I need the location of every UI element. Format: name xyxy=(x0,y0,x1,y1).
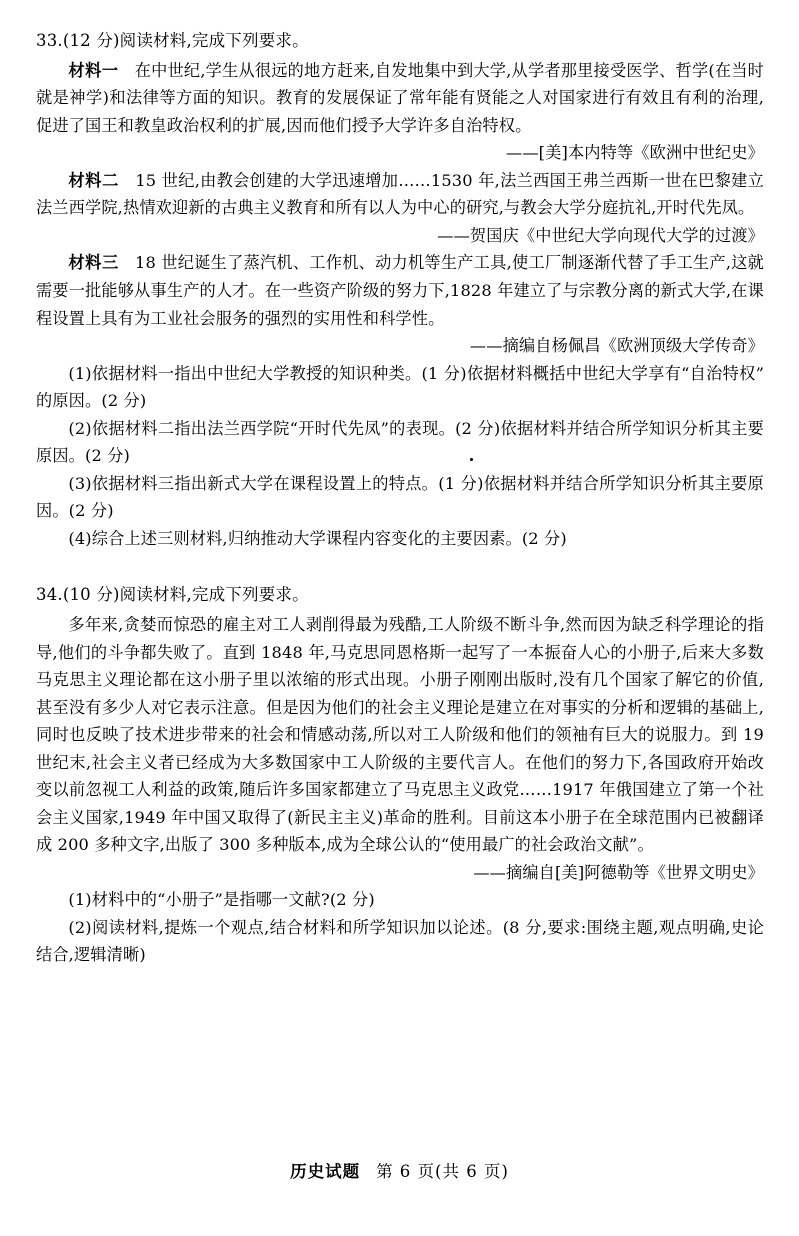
material-two-label: 材料二 xyxy=(68,170,119,190)
footer-page-number: 第 6 页(共 6 页) xyxy=(376,1162,509,1181)
material-three-text: 18 世纪诞生了蒸汽机、工作机、动力机等生产工具,使工厂制逐渐代替了手工生产,这就需要一批能够从事生产的人才。在一些资产阶级的努力下,1828 年建立了与宗教分离的新式大学,在课程设置上具有为工业社会服务的强烈的实用性和科学性。 xyxy=(36,253,765,328)
material-two-paragraph xyxy=(36,167,764,222)
question-34-title: 34.(10 分)阅读材料,完成下列要求。 xyxy=(36,585,309,605)
page-footer xyxy=(0,1158,799,1182)
stray-ink-dot xyxy=(470,458,473,461)
material-three-source: ——摘编自杨佩昌《欧洲顶级大学传奇》 xyxy=(469,336,764,356)
question-33-sub-4: (4)综合上述三则材料,归纳推动大学课程内容变化的主要因素。(2 分) xyxy=(68,528,567,548)
material-one-label: 材料一 xyxy=(68,60,119,80)
question-33-sub-2: (2)依据材料二指出法兰西学院“开时代先凤”的表现。(2 分)依据材料并结合所学知识分析其主要原因。(2 分) xyxy=(36,418,764,466)
footer-subject-name: 历史试题 xyxy=(290,1162,361,1181)
question-33-sub-3: (3)依据材料三指出新式大学在课程设置上的特点。(1 分)依据材料并结合所学知识分析其主要原因。(2 分) xyxy=(36,473,764,521)
question-34-source: ——摘编自[美]阿德勒等《世界文明史》 xyxy=(473,862,764,882)
material-two-text: 15 世纪,由教会创建的大学迅速增加……1530 年,法兰西国王弗兰西斯一世在巴黎建立法兰西学院,热情欢迎新的古典主义教育和所有以人为中心的研究,与教会大学分庭抗礼,开时代先凤。 xyxy=(36,170,764,218)
question-33-sub-1: (1)依据材料一指出中世纪大学教授的知识种类。(1 分)依据材料概括中世纪大学享有“自治特权”的原因。(2 分) xyxy=(36,363,764,411)
material-one-paragraph xyxy=(36,57,764,140)
question-33 xyxy=(36,28,764,552)
material-one-text: 在中世纪,学生从很远的地方赶来,自发地集中到大学,从学者那里接受医学、哲学(在当时就是神学)和法律等方面的知识。教育的发展保证了常年能有贤能之人对国家进行有效且有利的治理,促进了国王和教皇政治权利的扩展,因而他们授予大学许多自治特权。 xyxy=(36,60,765,135)
material-two-source: ——贺国庆《中世纪大学向现代大学的过渡》 xyxy=(437,225,764,245)
material-one-source: ——[美]本内特等《欧洲中世纪史》 xyxy=(506,143,764,163)
question-33-title: 33.(12 分)阅读材料,完成下列要求。 xyxy=(36,31,309,50)
material-three-label: 材料三 xyxy=(68,253,119,273)
material-three-paragraph xyxy=(36,249,764,332)
page-content xyxy=(36,28,764,969)
question-34-material-text: 多年来,贪婪而惊恐的雇主对工人剥削得最为残酷,工人阶级不断斗争,然而因为缺乏科学理论的指导,他们的斗争都失败了。直到 1848 年,马克思同恩格斯一起写了一本振奋人心的小册子,后来大多数马克思主义理论都在这小册子里以浓缩的形式出现。小册子刚刚出版时,没有几个国家了解它的价值,甚至没有多少人对它表示注意。但是因为他们的社会主义理论是建立在对事实的分析和逻辑的基础上,同时也反映了技术进步带来的社会和情感动荡,所以对工人阶级和他们的领袖有巨大的说服力。到 19 世纪末,社会主义者已经成为大多数国家中工人阶级的主要代言人。在他们的努力下,各国政府开始改变以前忽视工人利益的政策,随后许多国家都建立了马克思主义政党……1917 年俄国建立了第一个社会主义国家,1949 年中国又取得了(新民主主义)革命的胜利。目前这本小册子在全球范围内已被翻译成 200 多种文字,出版了 300 多种版本,成为全球公认的“使用最广的社会政治文献”。 xyxy=(36,615,764,855)
question-34-sub-2: (2)阅读材料,提炼一个观点,结合材料和所学知识加以论述。(8 分,要求:围绕主题,观点明确,史论结合,逻辑清晰) xyxy=(36,917,764,965)
question-34 xyxy=(36,582,764,969)
question-34-sub-1: (1)材料中的“小册子”是指哪一文献?(2 分) xyxy=(68,890,375,910)
